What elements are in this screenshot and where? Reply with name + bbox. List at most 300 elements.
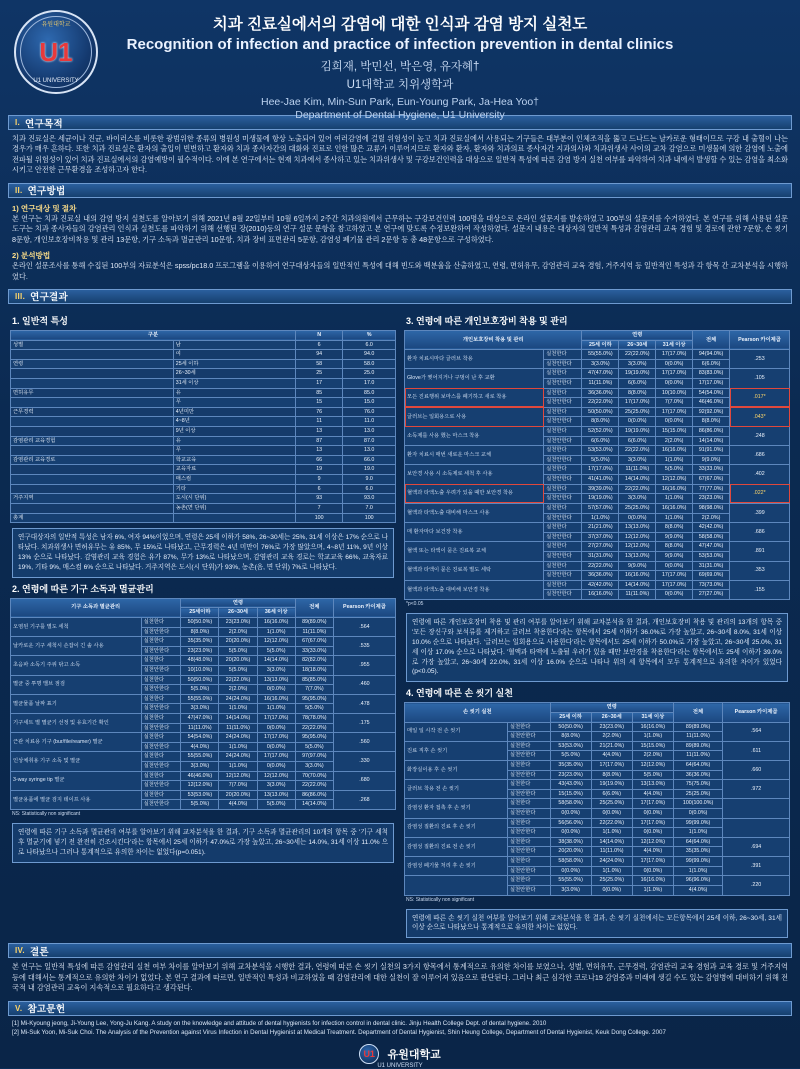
row-pearson-value: .017* <box>730 388 790 407</box>
row-value: 5(5.0%) <box>582 455 619 465</box>
row-item-label: 교육자료 <box>173 465 295 475</box>
section-label-purpose: 연구목적 <box>25 118 63 130</box>
row-group-label <box>11 398 174 408</box>
row-answer-label: 실천안한다 <box>544 475 582 485</box>
row-item-label: 여 <box>173 350 295 360</box>
logo-bottom-text: U1 UNIVERSITY <box>33 78 79 84</box>
row-value: 53(53.0%) <box>693 551 730 561</box>
row-pearson-value: .022* <box>730 484 790 503</box>
row-answer-label: 실천안한다 <box>507 828 550 838</box>
row-answer-label: 실천한다 <box>544 484 582 494</box>
row-value: 17 <box>295 378 343 388</box>
row-item-label: 멸균물품 날짜 표기 <box>11 694 142 713</box>
row-item-label: 학교교육 <box>173 455 295 465</box>
row-value: 0(0.0%) <box>656 417 693 427</box>
row-pearson-value: .391 <box>723 857 790 876</box>
row-item-label: 보안경 사용 시 소독제로 세척 후 사용 <box>405 465 544 484</box>
row-value: 2(2.0%) <box>219 685 257 695</box>
row-item-label: 날카로운 기구 세척시 손잡이 긴 솔 사용 <box>11 637 142 656</box>
row-value: 5(5.0%) <box>257 646 295 656</box>
row-value: 9(9.0%) <box>656 551 693 561</box>
row-value: 43(43.0%) <box>550 780 591 790</box>
row-pearson-value: .460 <box>333 675 395 694</box>
row-value: 46(46.0%) <box>693 398 730 408</box>
row-value: 42(42.0%) <box>693 523 730 533</box>
row-value: 3(3.0%) <box>550 885 591 895</box>
row-value: 42(42.0%) <box>582 580 619 590</box>
section-header-conclusion <box>8 943 792 958</box>
row-value: 0(0.0%) <box>632 809 673 819</box>
table4-col-total: 전체 <box>673 703 722 722</box>
row-value: 76.0 <box>343 407 396 417</box>
row-value: 12(12.0%) <box>656 475 693 485</box>
row-value: 0(0.0%) <box>656 561 693 571</box>
table2-head <box>11 598 396 617</box>
section-mark-conclusion: IV. <box>15 946 25 956</box>
row-value: 93 <box>295 494 343 504</box>
table-col-age: 26~30세 <box>219 608 257 618</box>
row-answer-label: 실천안한다 <box>507 751 550 761</box>
row-answer-label: 실천안한다 <box>544 417 582 427</box>
table-row <box>11 637 396 647</box>
table1-head-row <box>11 330 396 340</box>
table-row <box>11 465 396 475</box>
row-value: 94(94.0%) <box>693 350 730 360</box>
row-value: 57(57.0%) <box>582 503 619 513</box>
row-value: 55(55.0%) <box>181 752 219 762</box>
table-row <box>11 790 396 800</box>
row-answer-label: 실천안한다 <box>507 847 550 857</box>
table-instrument-sterilization <box>10 598 396 810</box>
row-value: 23(23.0%) <box>550 770 591 780</box>
row-answer-label: 실천안한다 <box>544 455 582 465</box>
row-value: 1(1.0%) <box>219 704 257 714</box>
table1-head <box>11 330 396 340</box>
table-col-age: 36세 이상 <box>257 608 295 618</box>
row-value: 21(21.0%) <box>582 523 619 533</box>
row-value: 7.0 <box>343 503 396 513</box>
table1-col-group: 구분 <box>11 330 296 340</box>
row-value: 25(25.0%) <box>619 407 656 417</box>
row-value: 5(5.0%) <box>295 742 333 752</box>
table2-body <box>11 617 396 809</box>
table-row <box>405 818 790 828</box>
row-answer-label: 실천안한다 <box>507 866 550 876</box>
row-item-label: 매 환자마다 보건장 착용 <box>405 523 544 542</box>
row-value: 22(22.0%) <box>619 446 656 456</box>
row-value: 0(0.0%) <box>550 866 591 876</box>
footer-logo <box>6 1044 794 1069</box>
table3-title: 3. 연령에 따른 개인보호장비 착용 및 관리 <box>406 315 568 326</box>
row-value: 8(8.0%) <box>619 388 656 398</box>
row-value: 6.0 <box>343 340 396 350</box>
row-answer-label: 실천한다 <box>544 580 582 590</box>
logo-u1-text: U1 <box>39 37 73 67</box>
results-right-column <box>404 310 790 938</box>
row-value: 1(1.0%) <box>632 885 673 895</box>
row-answer-label: 실천한다 <box>141 771 181 781</box>
table-row <box>11 417 396 427</box>
table-row <box>405 761 790 771</box>
row-answer-label: 실천안한다 <box>507 732 550 742</box>
row-item-label: 9년 이상 <box>173 427 295 437</box>
row-value: 11(11.0%) <box>673 751 722 761</box>
row-answer-label: 실천한다 <box>544 542 582 552</box>
table2-col-group-age: 연령 <box>181 598 295 608</box>
row-group-label: 근무경력 <box>11 407 174 417</box>
row-item-label: 기타 <box>173 484 295 494</box>
row-group-label: 총계 <box>11 513 174 523</box>
row-value: 17(17.0%) <box>257 733 295 743</box>
row-value: 9(9.0%) <box>693 455 730 465</box>
row-pearson-value: .399 <box>730 503 790 522</box>
row-value: 7(7.0%) <box>219 781 257 791</box>
row-item-label: 멸균 중 투명 밸브 점검 <box>11 675 142 694</box>
row-group-label <box>11 465 174 475</box>
row-value: 58 <box>295 359 343 369</box>
row-answer-label: 실천안한다 <box>141 685 181 695</box>
row-value: 4(4.0%) <box>673 885 722 895</box>
row-value: 23(23.0%) <box>693 494 730 504</box>
row-item-label: 글러브 착용 전 손 씻기 <box>405 780 508 799</box>
row-answer-label: 실천안한다 <box>507 770 550 780</box>
row-value: 15.0 <box>343 398 396 408</box>
row-value: 16(16.0%) <box>257 694 295 704</box>
row-answer-label: 실천한다 <box>507 741 550 751</box>
table-row <box>11 675 396 685</box>
row-value: 15 <box>295 398 343 408</box>
row-item-label: 남 <box>173 340 295 350</box>
row-value: 98(98.0%) <box>693 503 730 513</box>
row-value: 5(5.0%) <box>257 800 295 810</box>
row-value: 4(4.0%) <box>632 789 673 799</box>
reference-list <box>6 1020 794 1038</box>
row-item-label: 글러브는 일회용으로 사용 <box>405 407 544 426</box>
row-value: 0(0.0%) <box>257 685 295 695</box>
row-pearson-value: .564 <box>333 617 395 636</box>
row-value: 23(23.0%) <box>591 722 632 732</box>
row-value: 1(1.0%) <box>656 513 693 523</box>
table-row <box>405 465 790 475</box>
row-value: 5(5.0%) <box>181 685 219 695</box>
row-value: 22(22.0%) <box>582 561 619 571</box>
row-item-label: 화장실이용 후 손 씻기 <box>405 761 508 780</box>
row-answer-label: 실천한다 <box>544 427 582 437</box>
method-sub2-heading: 2) 분석방법 <box>12 251 51 261</box>
method-sub1-text: 본 연구는 치과 진료실 내의 감염 방지 실천도를 알아보기 위해 2021년 8월 22일부터 10월 6일까지 2주간 치과의원에서 근무하는 구강보건인력 100명을 대상으로 온라인 설문지를 발송하였고 100부의 설문지를 수거하였다. 본 연구를 위해 사용된 설문 도구는 치과 종사자들의 감염관리 인식과 실천도를 파악하기 위해 선행된 장(2010)등의 연구 설문 문항을 참고하였고 본 연구에 맞도록 수정보완하여 작성하였다. 설문지 내용은 대상자의 일반적 특성과 감염관리 교육 경험 및 경로에 관한 7문항, 손 씻기 8문항, 개인보호장비착용 및 관리 13문항, 기구 소독과 멸균관리 10문항, 치과 장비 표면관리 5문항, 감염성 폐기물 관리 2문항 등 총 48문항으로 구성하였다. <box>12 213 788 244</box>
row-value: 0(0.0%) <box>632 866 673 876</box>
table-row <box>405 427 790 437</box>
row-pearson-value: .611 <box>723 741 790 760</box>
reference-item: [2] Mi-Suk Yoon, Mi-Suk Choi. The Analysis of the Prevention against Virus Infection in Dental Hygienist at Medical Treatment. Department of Dental Hygienist, Shin Heung College, Department of Dental Hygienist, Keuk Dong College. 2007 <box>12 1028 666 1036</box>
row-value: 13(13.0%) <box>632 780 673 790</box>
row-value: 73(73.0%) <box>693 580 730 590</box>
row-group-label: 감염관리 교육경로 <box>11 455 174 465</box>
row-group-label <box>11 417 174 427</box>
row-value: 95(95.0%) <box>295 694 333 704</box>
row-value: 20(20.0%) <box>219 637 257 647</box>
row-answer-label: 실천안한다 <box>544 494 582 504</box>
row-value: 17(17.0%) <box>656 350 693 360</box>
row-item-label: 매일 일 시작 전 손 씻기 <box>405 722 508 741</box>
row-value: 12(12.0%) <box>632 837 673 847</box>
table-row <box>405 350 790 360</box>
row-answer-label: 실천안한다 <box>544 551 582 561</box>
row-pearson-value: .680 <box>333 771 395 790</box>
row-value: 17(17.0%) <box>632 799 673 809</box>
table3-col-item: 개인보호장비 착용 및 관리 <box>405 330 582 349</box>
table3-head-row1 <box>405 330 790 340</box>
row-value: 13.0 <box>343 427 396 437</box>
row-pearson-value: .694 <box>723 837 790 856</box>
table-row <box>11 714 396 724</box>
row-value: 12(12.0%) <box>619 532 656 542</box>
table-col-age: 25세 이하 <box>550 712 591 722</box>
row-value: 53(53.0%) <box>582 446 619 456</box>
row-answer-label: 실천안한다 <box>544 513 582 523</box>
row-pearson-value: .248 <box>730 427 790 446</box>
row-answer-label: 실천안한다 <box>141 723 181 733</box>
row-pearson-value: .535 <box>333 637 395 656</box>
table4-body <box>405 722 790 895</box>
row-answer-label: 실천한다 <box>544 446 582 456</box>
row-value: 5(5.0%) <box>550 751 591 761</box>
row-item-label: 도시(시 단위) <box>173 494 295 504</box>
row-value: 89(89.0%) <box>673 741 722 751</box>
row-value: 22(22.0%) <box>591 818 632 828</box>
row-pearson-value: .353 <box>730 561 790 580</box>
row-value: 15(15.0%) <box>632 741 673 751</box>
row-value: 11(11.0%) <box>673 732 722 742</box>
row-value: 3(3.0%) <box>619 494 656 504</box>
university-logo <box>14 10 98 94</box>
row-value: 7 <box>295 503 343 513</box>
table-row <box>405 369 790 379</box>
row-value: 14(14.0%) <box>619 475 656 485</box>
row-item-label: 감염성 폐기물 처리 후 손 씻기 <box>405 857 508 876</box>
row-item-label: 무 <box>173 398 295 408</box>
table-row <box>405 780 790 790</box>
row-item-label: 무 <box>173 446 295 456</box>
row-item-label: 26~30세 <box>173 369 295 379</box>
row-item-label: 모든 진료행위 보마스를 폐기하고 새로 착용 <box>405 388 544 407</box>
row-value: 11(11.0%) <box>295 627 333 637</box>
row-value: 50(50.0%) <box>181 675 219 685</box>
row-value: 17(17.0%) <box>591 761 632 771</box>
table-row <box>11 694 396 704</box>
row-answer-label: 실천안한다 <box>544 590 582 600</box>
row-value: 19(19.0%) <box>619 369 656 379</box>
footer-university-name: 유원대학교 <box>387 1048 441 1061</box>
row-value: 11 <box>295 417 343 427</box>
row-item-label <box>173 513 295 523</box>
row-value: 78(78.0%) <box>295 714 333 724</box>
row-answer-label: 실천한다 <box>141 752 181 762</box>
row-value: 100 <box>343 513 396 523</box>
row-answer-label: 실천안한다 <box>141 665 181 675</box>
row-value: 87 <box>295 436 343 446</box>
row-value: 89(89.0%) <box>673 722 722 732</box>
row-value: 31(31.0%) <box>693 561 730 571</box>
row-value: 14(14.0%) <box>591 837 632 847</box>
row-pearson-value <box>723 799 790 818</box>
row-value: 86(86.0%) <box>295 790 333 800</box>
row-value: 0(0.0%) <box>550 828 591 838</box>
row-value: 17(17.0%) <box>582 465 619 475</box>
row-group-label: 성별 <box>11 340 174 350</box>
row-item-label: 감염성 질환의 진료 전 손 씻기 <box>405 837 508 856</box>
row-value: 35(35.0%) <box>550 761 591 771</box>
row-value: 2(2.0%) <box>693 513 730 523</box>
row-value: 17(17.0%) <box>656 580 693 590</box>
conclusion-text: 본 연구는 일반적 특성에 따른 감염관리 실천 여부 차이를 알아보기 위해 교차분석을 시행한 결과, 연령에 따른 손 씻기 실천의 3가지 항목에서 통계적으로 유의한 차이를 보였으나, 성별, 면허유무, 근무경력, 감염관리 교육 경험과 교육 경로 및 거주지역 등에 대해서는 통계적으로 유의한 차이가 없었다. 본 연구 결과에 따르면, 일반적인 특성과 비교하였을 때 감염관리에 대한 실천이 잘 이루어져 있음으로 판단된다. 그러나 최근 심각한 코로나19 감염증과 미래에 생길 수도 있는 감염병에 대비하기 위해 전국적 내 감염관리 교육이 지속적으로 필요하다고 생각된다. <box>12 962 788 993</box>
row-value: 58(58.0%) <box>550 799 591 809</box>
row-value: 13(13.0%) <box>257 675 295 685</box>
table1-col-pct: % <box>343 330 396 340</box>
row-value: 15(15.0%) <box>550 789 591 799</box>
row-answer-label: 실천한다 <box>544 369 582 379</box>
row-value: 1(1.0%) <box>656 494 693 504</box>
row-value: 36(36.0%) <box>673 770 722 780</box>
row-value: 4(4.0%) <box>181 742 219 752</box>
row-value: 1(1.0%) <box>656 455 693 465</box>
row-item-label: 25세 이하 <box>173 359 295 369</box>
row-answer-label: 실천안한다 <box>544 378 582 388</box>
row-item-label: 인상체취용 기구 소독 및 멸균 <box>11 752 142 771</box>
row-value: 17(17.0%) <box>632 818 673 828</box>
page-title-en: Recognition of infection and practice of infection prevention in dental clinics <box>126 36 674 53</box>
row-answer-label: 실천한다 <box>141 733 181 743</box>
table-row <box>11 359 396 369</box>
row-value: 47(47.0%) <box>181 714 219 724</box>
row-answer-label: 실천한다 <box>544 523 582 533</box>
row-value: 25.0 <box>343 369 396 379</box>
row-answer-label: 실천안한다 <box>507 885 550 895</box>
table2-col-total: 전체 <box>295 598 333 617</box>
row-value: 25(25.0%) <box>673 789 722 799</box>
row-item-label: 기구세트 별 멸균기 선정 및 유효기간 확인 <box>11 714 142 733</box>
table2-col-pearson: Pearson 카이제곱 <box>333 598 395 617</box>
row-value: 6.0 <box>343 484 396 494</box>
row-item-label <box>405 876 508 895</box>
row-value: 16(16.0%) <box>632 722 673 732</box>
table1-title: 1. 일반적 특성 <box>12 315 68 326</box>
section-label-method: 연구방법 <box>27 186 66 198</box>
row-value: 47(47.0%) <box>693 542 730 552</box>
table-general-characteristics <box>10 330 396 523</box>
row-item-label: 혈액과 타액이 묻은 진료복 별도 세탁 <box>405 561 544 580</box>
row-pearson-value: .105 <box>730 369 790 388</box>
row-value: 1(1.0%) <box>219 742 257 752</box>
row-group-label <box>11 427 174 437</box>
row-item-label: 4년미만 <box>173 407 295 417</box>
row-value: 14(14.0%) <box>693 436 730 446</box>
row-value: 13(13.0%) <box>619 551 656 561</box>
row-value: 17(17.0%) <box>693 378 730 388</box>
table3-note: *p<0.05 <box>406 601 424 607</box>
row-item-label: 소독제를 사용 했는 마스크 착용 <box>405 427 544 446</box>
row-value: 13.0 <box>343 446 396 456</box>
row-group-label: 감염관리 교육경험 <box>11 436 174 446</box>
row-value: 11(11.0%) <box>181 723 219 733</box>
row-answer-label: 실천한다 <box>507 818 550 828</box>
row-value: 50(50.0%) <box>550 722 591 732</box>
row-value: 24(24.0%) <box>591 857 632 867</box>
table2-note: NS: Statistically non significant <box>12 811 81 818</box>
section-mark-references: V. <box>15 1003 23 1013</box>
row-value: 76 <box>295 407 343 417</box>
row-value: 70(70.0%) <box>295 771 333 781</box>
row-value: 3(3.0%) <box>257 665 295 675</box>
row-pearson-value: .660 <box>723 761 790 780</box>
row-value: 6 <box>295 340 343 350</box>
row-value: 17.0 <box>343 378 396 388</box>
row-pearson-value: .686 <box>730 446 790 465</box>
row-value: 19(19.0%) <box>619 427 656 437</box>
row-value: 86(86.0%) <box>693 427 730 437</box>
table-row <box>405 561 790 571</box>
reference-item: [1] Mi-Kyoung jeong, Ji-Young Lee, Yong-Ju Kang. A study on the knowledge and attitude of dental hygienists for infection control in dental clinic. Jinju Health College Dept. of dental hygiene. 2010 <box>12 1019 547 1027</box>
row-value: 4(4.0%) <box>591 751 632 761</box>
row-group-label <box>11 475 174 485</box>
row-value: 58(58.0%) <box>693 532 730 542</box>
row-value: 38(38.0%) <box>550 837 591 847</box>
row-item-label: 환자 치료시마다 글러브 착용 <box>405 350 544 369</box>
row-item-label: 혈액과 타액노출 우려가 있을 때만 보안경 착용 <box>405 484 544 503</box>
footer-logo-icon: U1 <box>359 1044 379 1064</box>
row-value: 0(0.0%) <box>591 885 632 895</box>
row-value: 24(24.0%) <box>219 694 257 704</box>
poster-header <box>6 6 794 121</box>
section-header-results <box>8 289 792 304</box>
row-value: 1(1.0%) <box>632 732 673 742</box>
table-col-age: 25세이하 <box>181 608 219 618</box>
row-value: 100 <box>295 513 343 523</box>
table-row <box>405 446 790 456</box>
row-value: 24(24.0%) <box>219 733 257 743</box>
row-value: 3(3.0%) <box>181 762 219 772</box>
row-value: 11(11.0%) <box>591 847 632 857</box>
row-value: 19(19.0%) <box>591 780 632 790</box>
row-value: 11(11.0%) <box>619 465 656 475</box>
row-value: 27(27.0%) <box>582 542 619 552</box>
table1-body <box>11 340 396 523</box>
row-value: 93.0 <box>343 494 396 504</box>
row-answer-label: 실천안한다 <box>544 436 582 446</box>
row-answer-label: 실천한다 <box>141 790 181 800</box>
row-value: 14(14.0%) <box>257 656 295 666</box>
row-value: 25(25.0%) <box>591 799 632 809</box>
row-value: 66.0 <box>343 455 396 465</box>
row-item-label: 환자 치료시 매번 새로운 마스크 교체 <box>405 446 544 465</box>
row-value: 56(56.0%) <box>550 818 591 828</box>
row-value: 82(82.0%) <box>295 656 333 666</box>
table4-head <box>405 703 790 722</box>
row-value: 12(12.0%) <box>632 761 673 771</box>
row-value: 17(17.0%) <box>257 714 295 724</box>
row-value: 4(4.0%) <box>219 800 257 810</box>
row-value: 1(1.0%) <box>673 866 722 876</box>
row-value: 16(16.0%) <box>619 571 656 581</box>
row-item-label: 감염성 질환의 진료 후 손 씻기 <box>405 818 508 837</box>
affiliation-ko: U1대학교 치위생학과 <box>346 79 454 91</box>
row-item-label: 멸균용품에 멸균 검지 테이프 사용 <box>11 790 142 809</box>
table-row <box>11 378 396 388</box>
row-answer-label: 실천한다 <box>507 761 550 771</box>
row-value: 18(18.0%) <box>295 665 333 675</box>
row-value: 17(17.0%) <box>619 398 656 408</box>
row-value: 8(8.0%) <box>591 770 632 780</box>
